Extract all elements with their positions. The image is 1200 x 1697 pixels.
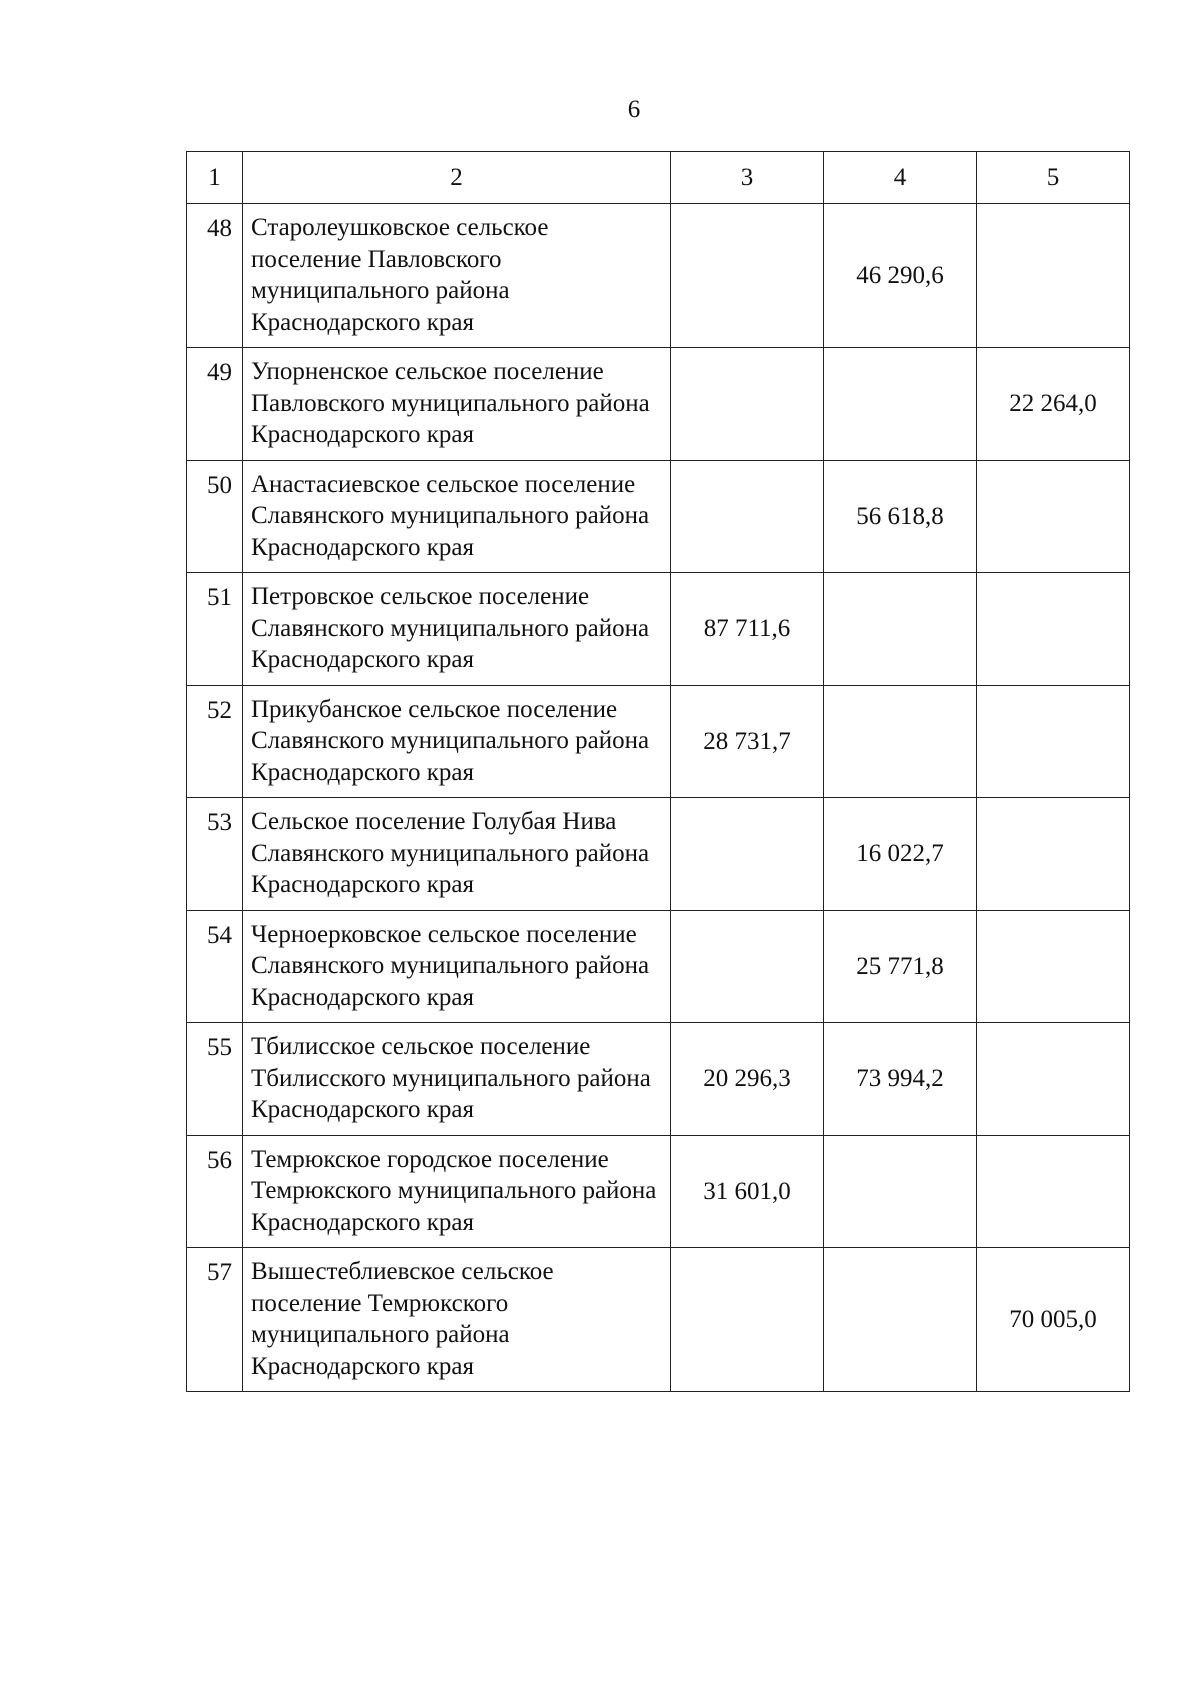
column-header-1: 1	[187, 152, 243, 204]
row-number: 57	[187, 1248, 243, 1392]
table-row	[187, 573, 1130, 686]
row-number: 55	[187, 1023, 243, 1136]
table-row	[187, 1135, 1130, 1248]
value-col-3	[671, 460, 824, 573]
settlement-name: Петровское сельское поселение Славянского муниципального района Краснодарского края	[243, 573, 671, 686]
value-col-5	[977, 798, 1130, 911]
value-col-4: 56 618,8	[824, 460, 977, 573]
row-number: 54	[187, 910, 243, 1023]
column-header-4: 4	[824, 152, 977, 204]
settlement-name: Упорненское сельское поселение Павловского муниципального района Краснодарского края	[243, 348, 671, 461]
column-header-5: 5	[977, 152, 1130, 204]
value-col-5: 22 264,0	[977, 348, 1130, 461]
table-header	[187, 152, 1130, 204]
value-col-4	[824, 1135, 977, 1248]
value-col-4	[824, 685, 977, 798]
table-row	[187, 460, 1130, 573]
row-number: 49	[187, 348, 243, 461]
value-col-5	[977, 1135, 1130, 1248]
table-row	[187, 204, 1130, 348]
value-col-5	[977, 573, 1130, 686]
row-number: 50	[187, 460, 243, 573]
value-col-5	[977, 460, 1130, 573]
value-col-5	[977, 204, 1130, 348]
settlement-name: Тбилисское сельское поселение Тбилисского муниципального района Краснодарского края	[243, 1023, 671, 1136]
value-col-5	[977, 1023, 1130, 1136]
value-col-4: 25 771,8	[824, 910, 977, 1023]
row-number: 51	[187, 573, 243, 686]
value-col-4: 73 994,2	[824, 1023, 977, 1136]
value-col-5	[977, 685, 1130, 798]
row-number: 52	[187, 685, 243, 798]
value-col-3: 20 296,3	[671, 1023, 824, 1136]
settlement-name: Вышестеблиевское сельское поселение Темрюкского муниципального района Краснодарского края	[243, 1248, 671, 1392]
value-col-3	[671, 910, 824, 1023]
value-col-3: 28 731,7	[671, 685, 824, 798]
value-col-3	[671, 1248, 824, 1392]
settlements-table	[186, 151, 1130, 1392]
row-number: 56	[187, 1135, 243, 1248]
page-number: 6	[627, 96, 641, 123]
row-number: 48	[187, 204, 243, 348]
table-row	[187, 910, 1130, 1023]
settlement-name: Прикубанское сельское поселение Славянского муниципального района Краснодарского края	[243, 685, 671, 798]
value-col-4	[824, 348, 977, 461]
value-col-3	[671, 204, 824, 348]
column-header-3: 3	[671, 152, 824, 204]
settlement-name: Старолеушковское сельское поселение Павловского муниципального района Краснодарского края	[243, 204, 671, 348]
header-row	[187, 152, 1130, 204]
settlement-name: Сельское поселение Голубая Нива Славянского муниципального района Краснодарского края	[243, 798, 671, 911]
table-row	[187, 798, 1130, 911]
value-col-4: 46 290,6	[824, 204, 977, 348]
table-row	[187, 1023, 1130, 1136]
table-row	[187, 685, 1130, 798]
value-col-4: 16 022,7	[824, 798, 977, 911]
value-col-3	[671, 348, 824, 461]
value-col-4	[824, 1248, 977, 1392]
table-row	[187, 1248, 1130, 1392]
value-col-4	[824, 573, 977, 686]
row-number: 53	[187, 798, 243, 911]
value-col-3: 31 601,0	[671, 1135, 824, 1248]
table-body	[187, 204, 1130, 1392]
value-col-3: 87 711,6	[671, 573, 824, 686]
value-col-5	[977, 910, 1130, 1023]
value-col-3	[671, 798, 824, 911]
settlement-name: Анастасиевское сельское поселение Славянского муниципального района Краснодарского края	[243, 460, 671, 573]
settlement-name: Темрюкское городское поселение Темрюкского муниципального района Краснодарского края	[243, 1135, 671, 1248]
table-row	[187, 348, 1130, 461]
value-col-5: 70 005,0	[977, 1248, 1130, 1392]
column-header-2: 2	[243, 152, 671, 204]
settlement-name: Черноерковское сельское поселение Славянского муниципального района Краснодарского края	[243, 910, 671, 1023]
